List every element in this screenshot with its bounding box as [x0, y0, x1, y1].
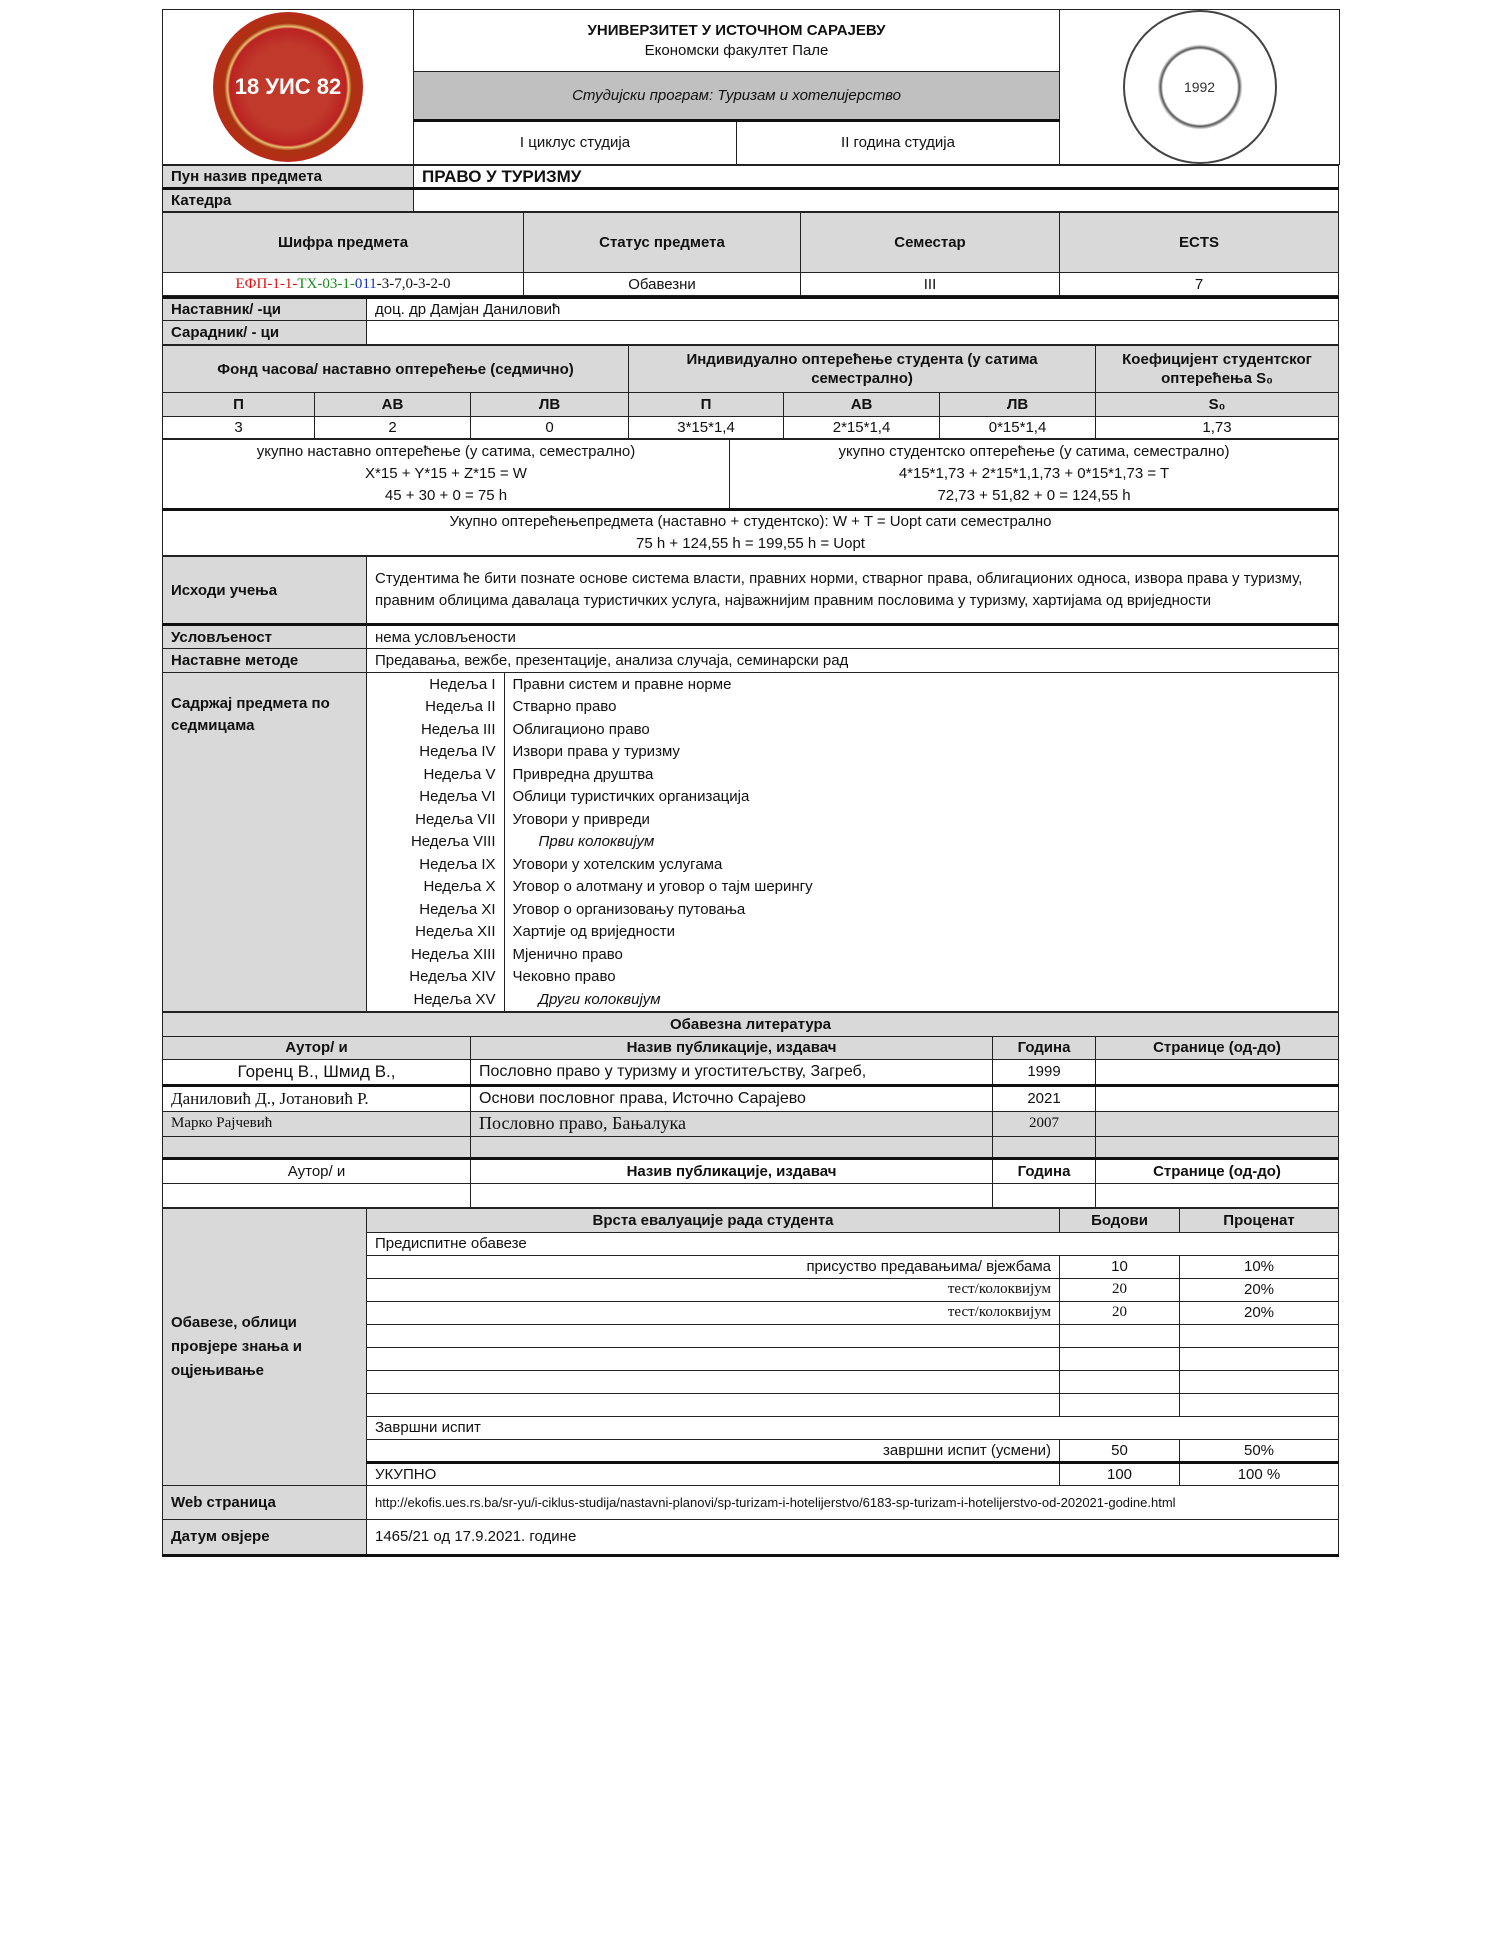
literature-header-2: Година — [993, 1158, 1096, 1183]
week-label: Недеља XV — [367, 988, 504, 1011]
week-row — [367, 763, 1338, 786]
empty-cell — [1180, 1370, 1339, 1393]
total-points: 100 — [1060, 1462, 1180, 1485]
literature-header: Странице (од-до) — [1096, 1036, 1339, 1059]
empty-cell — [1060, 1370, 1180, 1393]
study-program: Студијски програм: Туризам и хотелијерство — [414, 72, 1060, 120]
text: укупно наставно оптерећење (у сатима, семестрално) — [256, 443, 636, 460]
code-segment: ТХ-03-1- — [297, 275, 355, 292]
evaluation-header: Бодови — [1060, 1208, 1180, 1232]
university-seal-logo — [213, 12, 363, 162]
week-label: Недеља VII — [367, 808, 504, 831]
week-label: Недеља IV — [367, 741, 504, 764]
load-subheader: П — [629, 393, 784, 417]
empty-cell — [1180, 1347, 1339, 1370]
text: укупно студентско оптерећење (у сатима, семестрално) — [838, 443, 1230, 460]
web-url[interactable]: http://ekofis.ues.rs.ba/sr-yu/i-ciklus-studija/nastavni-planovi/sp-turizam-i-hotelijerstvo/6183-sp-turizam-i-hotelijerstvo-od-202021-godine.html — [367, 1485, 1339, 1519]
literature-author: Горенц В., Шмид В., — [163, 1059, 471, 1085]
week-topic: Хартије од вриједности — [512, 923, 676, 941]
empty-cell — [367, 1324, 1060, 1347]
week-row — [367, 966, 1338, 989]
load-subheader: АВ — [315, 393, 471, 417]
evaluation-label: Обавезе, облици провјере знања и оцјењивање — [163, 1208, 367, 1485]
week-row — [367, 786, 1338, 809]
literature-header-2: Назив публикације, издавач — [471, 1158, 993, 1183]
load-value: 3 — [163, 417, 315, 439]
week-topic: Облици туристичких организација — [512, 788, 750, 806]
literature-title: Основи пословног права, Источно Сарајево — [471, 1085, 993, 1111]
week-label: Недеља V — [367, 763, 504, 786]
status-header: Статус предмета — [524, 213, 801, 273]
header-table — [162, 9, 1340, 165]
empty-cell — [1060, 1324, 1180, 1347]
final-exam-item: завршни испит (усмени) — [367, 1439, 1060, 1462]
literature-year: 2007 — [993, 1111, 1096, 1136]
evaluation-percent: 20% — [1180, 1278, 1339, 1301]
week-row — [367, 831, 1338, 854]
evaluation-points: 20 — [1060, 1301, 1180, 1324]
literature-title: Пословно право, Бањалука — [471, 1111, 993, 1136]
week-row — [367, 898, 1338, 921]
literature-year: 2021 — [993, 1085, 1096, 1111]
teaching-load-total — [163, 440, 730, 510]
load-value: 0*15*1,4 — [940, 417, 1096, 439]
teacher-label: Наставник/ -ци — [163, 298, 367, 321]
evaluation-item: тест/колоквијум — [367, 1278, 1060, 1301]
week-row — [367, 673, 1338, 696]
content-label: Садржај предмета по седмицама — [163, 673, 367, 1012]
faculty-name: Економски факултет Пале — [644, 41, 829, 59]
week-topic: Стварно право — [512, 698, 617, 716]
study-cycle: I циклус студија — [414, 120, 737, 164]
week-topic: Уговори у привреди — [512, 810, 650, 828]
empty-cell — [1180, 1324, 1339, 1347]
empty-cell — [1060, 1393, 1180, 1416]
literature-author: Даниловић Д., Јотановић Р. — [163, 1085, 471, 1111]
course-status: Обавезни — [524, 273, 801, 296]
load-value: 1,73 — [1096, 417, 1339, 439]
literature-title: Пословно право у туризму и угоститељству, Загреб, — [471, 1059, 993, 1085]
week-row — [367, 876, 1338, 899]
week-topic: Привредна друштва — [512, 765, 654, 783]
week-topic: Мјенично право — [512, 945, 623, 963]
literature-header: Аутор/ и — [163, 1036, 471, 1059]
week-topic: Уговор о алотману и уговор о тајм шерингу — [512, 878, 813, 896]
teacher-value: доц. др Дамјан Даниловић — [367, 298, 1339, 321]
week-topic: Уговори у хотелским услугама — [512, 855, 723, 873]
code-segment: ЕФП-1-1- — [235, 275, 298, 292]
load-subheader: S₀ — [1096, 393, 1339, 417]
week-label: Недеља III — [367, 718, 504, 741]
evaluation-points: 20 — [1060, 1278, 1180, 1301]
week-topic: Чековно право — [512, 968, 616, 986]
final-exam-label: Завршни испит — [367, 1416, 1339, 1439]
week-topic: Извори права у туризму — [512, 743, 680, 761]
week-topic: Први колоквијум — [538, 833, 655, 851]
final-exam-percent: 50% — [1180, 1439, 1339, 1462]
week-label: Недеља II — [367, 696, 504, 719]
load-subheader: ЛВ — [940, 393, 1096, 417]
empty-cell — [367, 1347, 1060, 1370]
evaluation-percent: 10% — [1180, 1255, 1339, 1278]
department-label: Катедра — [163, 189, 414, 212]
text: Укупно оптерећењепредмета (наставно + студентско): W + T = Uopt сати семестрално — [449, 513, 1052, 530]
week-row — [367, 718, 1338, 741]
week-topic: Правни систем и правне норме — [512, 675, 732, 693]
course-full-name: ПРАВО У ТУРИЗМУ — [414, 166, 1339, 189]
literature-row — [163, 1085, 1339, 1111]
coefficient-header: Коефицијент студентског оптерећења S₀ — [1096, 346, 1339, 393]
course-ects: 7 — [1060, 273, 1339, 296]
evaluation-points: 10 — [1060, 1255, 1180, 1278]
literature-year: 1999 — [993, 1059, 1096, 1085]
week-label: Недеља VI — [367, 786, 504, 809]
literature-title: Обавезна литература — [163, 1012, 1339, 1036]
evaluation-percent: 20% — [1180, 1301, 1339, 1324]
total-label: УКУПНО — [367, 1462, 1060, 1485]
literature-header: Година — [993, 1036, 1096, 1059]
week-label: Недеља VIII — [367, 831, 504, 854]
outcomes-label: Исходи учења — [163, 557, 367, 625]
assistant-label: Сарадник/ - ци — [163, 321, 367, 345]
load-value: 2*15*1,4 — [784, 417, 940, 439]
load-subheader: П — [163, 393, 315, 417]
literature-pages — [1096, 1111, 1339, 1136]
student-load-total — [730, 440, 1339, 510]
code-part — [235, 276, 450, 292]
result: 75 h + 124,55 h = 199,55 h = Uopt — [636, 535, 865, 552]
methods-text: Предавања, вежбе, презентације, анализа случаја, семинарски рад — [367, 649, 1339, 673]
pre-exam-label: Предиспитне обавезе — [367, 1232, 1339, 1255]
load-value: 2 — [315, 417, 471, 439]
week-row — [367, 696, 1338, 719]
load-subheader: АВ — [784, 393, 940, 417]
week-row — [367, 921, 1338, 944]
week-row — [367, 808, 1338, 831]
course-syllabus — [162, 9, 1339, 1557]
week-label: Недеља XIV — [367, 966, 504, 989]
evaluation-item: присуство предавањима/ вјежбама — [367, 1255, 1060, 1278]
empty-cell — [367, 1393, 1060, 1416]
literature-author: Марко Рајчевић — [163, 1111, 471, 1136]
methods-label: Наставне методе — [163, 649, 367, 673]
result: 72,73 + 51,82 + 0 = 124,55 h — [937, 487, 1131, 504]
weekly-load-header: Фонд часова/ наставно оптерећење (седмично) — [163, 346, 629, 393]
university-logo-cell — [163, 10, 414, 165]
university-name: УНИВЕРЗИТЕТ У ИСТОЧНОМ САРАЈЕВУ — [587, 21, 886, 39]
formula: X*15 + Y*15 + Z*15 = W — [365, 465, 527, 482]
literature-pages — [1096, 1085, 1339, 1111]
literature-header: Назив публикације, издавач — [471, 1036, 993, 1059]
department-value — [414, 189, 1339, 212]
literature-pages — [1096, 1059, 1339, 1085]
logo-text: 18 УИС 82 — [234, 74, 342, 99]
prerequisites-text: нема условљености — [367, 625, 1339, 649]
assistant-value — [367, 321, 1339, 345]
week-label: Недеља XII — [367, 921, 504, 944]
week-topic: Облигационо право — [512, 720, 650, 738]
ects-header: ECTS — [1060, 213, 1339, 273]
week-topic: Други колоквијум — [538, 990, 661, 1008]
week-topic: Уговор о организовању путовања — [512, 900, 746, 918]
load-subheader: ЛВ — [471, 393, 629, 417]
code-segment: 011 — [354, 275, 377, 292]
grand-total-load — [163, 510, 1339, 556]
load-value: 3*15*1,4 — [629, 417, 784, 439]
week-label: Недеља XI — [367, 898, 504, 921]
evaluation-header: Врста евалуације рада студента — [367, 1208, 1060, 1232]
empty-cell — [1180, 1393, 1339, 1416]
evaluation-item: тест/колоквијум — [367, 1301, 1060, 1324]
prerequisites-label: Условљеност — [163, 625, 367, 649]
literature-row — [163, 1111, 1339, 1136]
total-percent: 100 % — [1180, 1462, 1339, 1485]
week-row — [367, 988, 1338, 1011]
week-label: Недеља XIII — [367, 943, 504, 966]
week-row — [367, 853, 1338, 876]
course-semester: III — [801, 273, 1060, 296]
full-name-label: Пун назив предмета — [163, 166, 414, 189]
semester-header: Семестар — [801, 213, 1060, 273]
code-header: Шифра предмета — [163, 213, 524, 273]
week-label: Недеља I — [367, 673, 504, 696]
empty-cell — [1060, 1347, 1180, 1370]
load-value: 0 — [471, 417, 629, 439]
approval-label: Датум овјере — [163, 1519, 367, 1555]
week-row — [367, 741, 1338, 764]
literature-header-2: Аутор/ и — [163, 1158, 471, 1183]
code-segment: -3-7,0-3-2-0 — [376, 275, 451, 292]
approval-date: 1465/21 од 17.9.2021. године — [367, 1519, 1339, 1555]
empty-cell — [367, 1370, 1060, 1393]
literature-row — [163, 1059, 1339, 1085]
week-label: Недеља IX — [367, 853, 504, 876]
week-row — [367, 943, 1338, 966]
logo-text: 1992 — [1183, 79, 1216, 95]
study-year: II година студија — [737, 120, 1060, 164]
literature-header-2: Странице (од-до) — [1096, 1158, 1339, 1183]
outcomes-text: Студентима ће бити познате основе система власти, правних норми, стварног права, облигационих односа, извора права у туризму, правним облицима давалаца туристичких услуга, најважнијим правним пословима у туризму, хартијама од вриједности — [367, 557, 1339, 625]
web-label: Web страница — [163, 1485, 367, 1519]
final-exam-points: 50 — [1060, 1439, 1180, 1462]
evaluation-header: Проценат — [1180, 1208, 1339, 1232]
faculty-seal-logo — [1123, 10, 1277, 164]
week-label: Недеља X — [367, 876, 504, 899]
formula: 4*15*1,73 + 2*15*1,1,73 + 0*15*1,73 = T — [898, 465, 1170, 482]
course-code — [163, 273, 524, 296]
result: 45 + 30 + 0 = 75 h — [384, 487, 508, 504]
individual-load-header: Индивидуално оптерећење студента (у сатима семестрално) — [629, 346, 1096, 393]
